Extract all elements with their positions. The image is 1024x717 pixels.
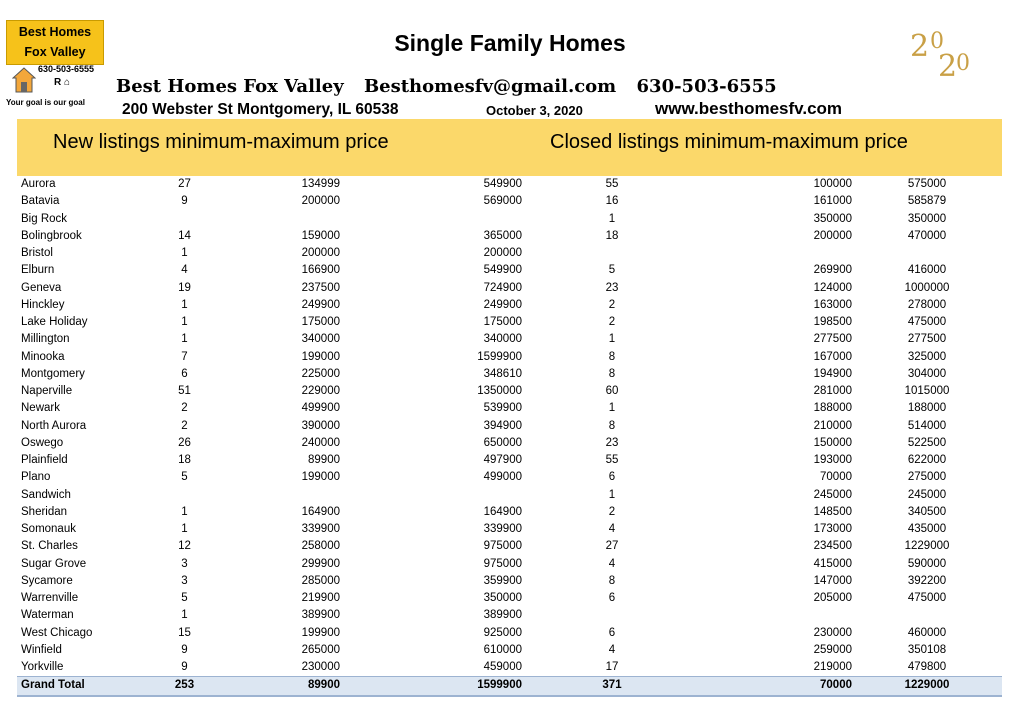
closed-max-price-cell: 475000 [907,592,947,605]
new-count-cell: 5 [181,592,188,605]
closed-count-cell: 2 [608,298,616,311]
closed-max-price-cell: 275000 [907,471,947,484]
new-max-price-cell: 164900 [483,505,522,518]
new-count-cell: 9 [181,643,188,656]
new-max-price-cell: 340000 [483,333,522,346]
closed-min-price-cell: 198500 [813,316,852,329]
closed-count-cell: 6 [608,626,616,639]
new-count-cell: 1 [181,523,188,536]
svg-text:2: 2 [910,29,930,64]
closed-max-price-cell: 479800 [907,661,947,674]
new-count-cell: 1 [181,609,188,622]
new-max-price-cell: 975000 [483,540,522,553]
city-cell: Warrenville [21,592,79,605]
new-max-price-cell: 499000 [483,471,522,484]
new-count-cell: 1 [181,298,188,311]
closed-count-cell: 4 [608,557,616,570]
city-cell: Millington [21,333,70,346]
new-count-cell: 51 [178,385,191,398]
section-header-banner [17,119,1002,176]
page-title: Single Family Homes [394,30,626,56]
website-link[interactable]: www.besthomesfv.com [655,99,843,118]
city-cell: North Aurora [21,419,87,432]
city-cell: Bolingbrook [21,229,82,242]
closed-min-price-cell: 415000 [813,557,852,570]
new-count-cell: 14 [178,229,191,242]
closed-count-cell: 6 [608,592,616,605]
new-min-price-cell: 340000 [301,333,340,346]
new-max-price-cell: 249900 [483,298,522,311]
closed-count-cell [522,607,702,624]
new-max-price-cell: 539900 [483,402,522,415]
closed-count-cell: 23 [605,281,619,294]
report-date: October 3, 2020 [486,103,583,118]
new-listings-heading: New listings minimum-maximum price [53,131,389,153]
table-row [17,435,1002,452]
new-count-cell: 9 [181,195,188,208]
closed-min-price-cell: 230000 [813,626,852,639]
new-count-cell: 7 [181,350,188,363]
new-count-cell: 2 [181,419,188,432]
new-min-price-cell: 199900 [301,626,340,639]
new-max-price-cell: 497900 [483,454,522,467]
closed-count-cell: 1 [608,488,616,501]
new-min-price-cell: 390000 [301,419,340,432]
closed-count-cell: 2 [608,316,616,329]
new-min-price-cell: 258000 [301,540,340,553]
new-min-price-cell: 89900 [308,454,340,467]
contact-line [116,76,791,97]
table-row [17,349,1002,366]
closed-count-cell: 1 [608,402,616,415]
new-count-cell: 1 [181,316,188,329]
phone-number: 630-503-6555 [636,76,777,97]
city-cell: Sheridan [21,505,68,518]
city-cell: Lake Holiday [21,316,88,329]
city-cell: Sycamore [21,574,73,587]
table-row [17,590,1002,607]
table-row [17,176,1002,193]
new-count-cell: 12 [178,540,191,553]
svg-text:0: 0 [930,29,944,54]
new-min-price-cell: 499900 [301,402,340,415]
table-row [17,228,1002,245]
table-row [17,193,1002,210]
new-min-price-cell: 389900 [301,609,340,622]
table-row [17,642,1002,659]
city-cell: Montgomery [21,367,85,380]
new-max-price-cell: 1350000 [477,385,522,398]
closed-max-price-cell: 188000 [907,402,947,415]
total-new-min-price-cell: 89900 [198,677,340,696]
closed-count-cell: 2 [608,505,616,518]
closed-count-cell: 17 [605,661,619,674]
city-cell: Naperville [21,385,73,398]
closed-min-price-cell: 193000 [813,454,852,467]
closed-max-price-cell: 350108 [907,643,947,656]
city-cell: Waterman [21,609,74,622]
city-cell: Plainfield [21,454,68,467]
office-address: 200 Webster St Montgomery, IL 60538 [122,101,399,118]
new-count-cell: 5 [181,471,188,484]
closed-min-price-cell: 245000 [813,488,852,501]
logo-line-2: Fox Valley [24,45,86,59]
closed-min-price-cell: 281000 [813,385,852,398]
closed-max-price-cell: 522500 [907,436,947,449]
city-cell: Aurora [21,178,56,191]
new-max-price-cell: 459000 [483,661,522,674]
total-closed-count-cell: 371 [522,677,702,696]
closed-max-price-cell: 392200 [907,574,947,587]
closed-max-price-cell: 340500 [907,505,947,518]
new-min-price-cell: 219900 [301,592,340,605]
new-max-price-cell: 724900 [483,281,522,294]
new-max-price-cell: 175000 [483,316,522,329]
closed-min-price-cell: 269900 [813,264,852,277]
closed-min-price-cell: 100000 [813,178,852,191]
new-count-cell: 3 [181,557,188,570]
table-row [17,366,1002,383]
new-count-cell: 15 [178,626,191,639]
closed-max-price-cell: 435000 [907,523,947,536]
closed-count-cell: 4 [608,643,616,656]
new-min-price-cell: 134999 [301,178,340,191]
new-min-price-cell: 339900 [301,523,340,536]
new-count-cell: 2 [181,402,188,415]
total-closed-min-price-cell: 70000 [702,677,852,696]
new-max-price-cell: 650000 [483,436,522,449]
table-row [17,504,1002,521]
closed-min-price-cell: 147000 [813,574,852,587]
closed-min-price-cell: 210000 [813,419,852,432]
new-max-price-cell: 348610 [483,367,522,380]
closed-min-price-cell: 200000 [813,229,852,242]
closed-max-price-cell: 325000 [907,350,947,363]
table-row [17,607,1002,624]
new-max-price-cell: 549900 [483,178,522,191]
new-min-price-cell [198,487,340,504]
new-max-price-cell: 549900 [483,264,522,277]
house-icon [12,67,36,93]
closed-min-price-cell: 70000 [820,471,852,484]
city-cell: Bristol [21,247,53,260]
realtor-equal-housing-icons: R ⌂ [54,77,71,88]
closed-count-cell: 5 [608,264,616,277]
closed-count-cell: 55 [605,454,619,467]
city-cell: Oswego [21,436,64,449]
table-row [17,418,1002,435]
closed-max-price-cell: 475000 [907,316,947,329]
closed-min-price-cell: 350000 [813,212,852,225]
table-row [17,452,1002,469]
closed-max-price-cell [852,245,1002,262]
new-max-price-cell [340,487,522,504]
closed-count-cell: 1 [608,333,616,346]
new-min-price-cell: 240000 [301,436,340,449]
table-row [17,556,1002,573]
new-count-cell: 6 [181,367,188,380]
new-max-price-cell [340,211,522,228]
closed-count-cell: 16 [605,195,619,208]
company-logo [6,20,104,112]
email-link[interactable]: Besthomesfv@gmail.com [363,76,617,97]
year-2020-graphic [908,26,978,84]
closed-max-price-cell: 460000 [907,626,947,639]
city-cell: Somonauk [21,523,76,536]
table-row [17,262,1002,279]
new-min-price-cell: 249900 [301,298,340,311]
logo-badge [6,20,104,65]
closed-min-price-cell: 234500 [813,540,852,553]
table-row [17,280,1002,297]
city-cell: Minooka [21,350,65,363]
closed-count-cell: 8 [608,350,616,363]
closed-count-cell [522,245,702,262]
new-min-price-cell: 199000 [301,350,340,363]
new-max-price-cell: 610000 [483,643,522,656]
city-cell: Sugar Grove [21,557,87,570]
city-cell: Winfield [21,643,62,656]
svg-text:2: 2 [938,49,958,84]
closed-count-cell: 8 [608,419,616,432]
new-max-price-cell: 365000 [483,229,522,242]
new-max-price-cell: 394900 [483,419,522,432]
new-count-cell: 27 [178,178,191,191]
table-row [17,469,1002,486]
table-row [17,487,1002,504]
new-max-price-cell: 339900 [483,523,522,536]
table-row [17,383,1002,400]
city-cell: Geneva [21,281,62,294]
new-min-price-cell: 199000 [301,471,340,484]
closed-count-cell: 1 [608,212,616,225]
total-closed-max-price-cell: 1229000 [852,677,1002,696]
table-row [17,625,1002,642]
closed-max-price-cell: 350000 [907,212,947,225]
table-row [17,538,1002,555]
city-cell: Plano [21,471,51,484]
closed-max-price-cell: 1229000 [904,540,950,553]
closed-min-price-cell: 205000 [813,592,852,605]
closed-count-cell: 60 [605,385,619,398]
closed-max-price-cell: 304000 [907,367,947,380]
svg-text:0: 0 [956,51,970,76]
new-min-price-cell: 237500 [301,281,340,294]
table-row [17,400,1002,417]
closed-count-cell: 23 [605,436,619,449]
new-count-cell [171,487,198,504]
closed-min-price-cell: 277500 [813,333,852,346]
new-max-price-cell: 200000 [483,247,522,260]
closed-count-cell: 8 [608,574,616,587]
city-cell: Batavia [21,195,60,208]
closed-count-cell: 6 [608,471,616,484]
new-min-price-cell: 265000 [301,643,340,656]
closed-count-cell: 8 [608,367,616,380]
new-count-cell [171,211,198,228]
closed-count-cell: 4 [608,523,616,536]
closed-max-price-cell: 470000 [907,229,947,242]
new-min-price-cell: 164900 [301,505,340,518]
new-count-cell: 1 [181,247,188,260]
table-row [17,331,1002,348]
table-body [17,176,1002,696]
new-count-cell: 3 [181,574,188,587]
new-min-price-cell: 175000 [301,316,340,329]
new-min-price-cell: 159000 [301,229,340,242]
city-cell: Elburn [21,264,55,277]
closed-listings-heading: Closed listings minimum-maximum price [550,131,908,153]
company-name: Best Homes Fox Valley [116,76,344,97]
new-min-price-cell: 200000 [301,195,340,208]
closed-min-price-cell: 161000 [813,195,852,208]
closed-min-price-cell: 163000 [813,298,852,311]
city-cell: Yorkville [21,661,64,674]
closed-max-price-cell: 514000 [907,419,947,432]
new-count-cell: 1 [181,333,188,346]
closed-min-price-cell: 188000 [813,402,852,415]
closed-max-price-cell: 277500 [907,333,947,346]
total-city-cell: Grand Total [17,677,171,696]
city-cell: Big Rock [21,212,68,225]
closed-min-price-cell: 219000 [813,661,852,674]
city-cell: Sandwich [21,488,71,501]
closed-max-price-cell: 622000 [907,454,947,467]
closed-max-price-cell: 590000 [907,557,947,570]
new-min-price-cell: 166900 [301,264,340,277]
closed-min-price-cell [702,245,852,262]
new-min-price-cell: 285000 [301,574,340,587]
new-count-cell: 26 [178,436,191,449]
closed-max-price-cell [852,607,1002,624]
table-row [17,521,1002,538]
total-new-max-price-cell: 1599900 [340,677,522,696]
new-min-price-cell: 230000 [301,661,340,674]
new-max-price-cell: 359900 [483,574,522,587]
new-count-cell: 4 [181,264,188,277]
logo-line-1: Best Homes [18,25,92,39]
table-row [17,211,1002,228]
new-min-price-cell: 225000 [301,367,340,380]
closed-count-cell: 55 [605,178,619,191]
new-min-price-cell: 229000 [301,385,340,398]
new-max-price-cell: 350000 [483,592,522,605]
listings-table [17,176,1002,697]
closed-max-price-cell: 575000 [907,178,947,191]
city-cell: Hinckley [21,298,65,311]
new-count-cell: 19 [178,281,191,294]
closed-min-price-cell: 259000 [813,643,852,656]
city-cell: Newark [21,402,60,415]
closed-min-price-cell: 148500 [813,505,852,518]
closed-min-price-cell: 167000 [813,350,852,363]
closed-min-price-cell: 124000 [813,281,852,294]
logo-tagline: Your goal is our goal [6,98,85,107]
grand-total-row [17,677,1002,696]
closed-min-price-cell: 150000 [813,436,852,449]
closed-min-price-cell: 173000 [813,523,852,536]
total-new-count-cell: 253 [171,677,198,696]
city-cell: St. Charles [21,540,78,553]
closed-max-price-cell: 585879 [907,195,947,208]
closed-max-price-cell: 416000 [907,264,947,277]
new-max-price-cell: 569000 [483,195,522,208]
closed-count-cell: 27 [605,540,619,553]
new-min-price-cell [198,211,340,228]
city-cell: West Chicago [21,626,93,639]
table-row [17,297,1002,314]
new-max-price-cell: 1599900 [477,350,522,363]
new-min-price-cell: 200000 [301,247,340,260]
table-row [17,245,1002,262]
logo-phone: 630-503-6555 [38,64,95,74]
new-count-cell: 1 [181,505,188,518]
table-row [17,314,1002,331]
closed-max-price-cell: 278000 [907,298,947,311]
closed-min-price-cell: 194900 [813,367,852,380]
new-min-price-cell: 299900 [301,557,340,570]
closed-min-price-cell [702,607,852,624]
closed-max-price-cell: 1015000 [904,385,950,398]
new-count-cell: 18 [178,454,191,467]
table-row [17,573,1002,590]
new-max-price-cell: 975000 [483,557,522,570]
new-max-price-cell: 925000 [483,626,522,639]
table-row [17,659,1002,677]
new-count-cell: 9 [181,661,188,674]
closed-count-cell: 18 [605,229,619,242]
new-max-price-cell: 389900 [483,609,522,622]
closed-max-price-cell: 245000 [907,488,947,501]
closed-max-price-cell: 1000000 [904,281,950,294]
